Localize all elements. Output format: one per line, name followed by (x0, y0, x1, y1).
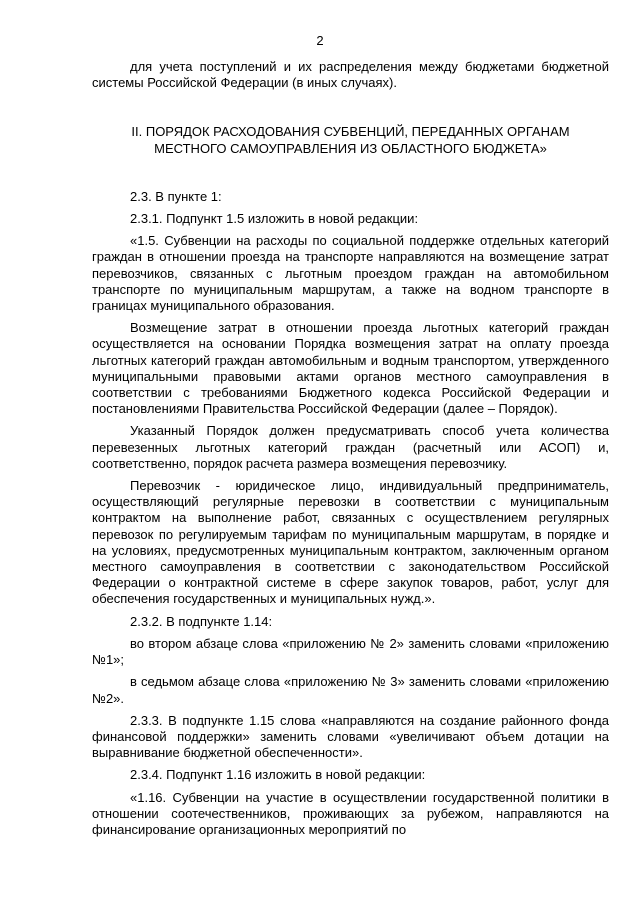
paragraph-continuation: для учета поступлений и их распределения между бюджетами бюджетной системы Российской Федерации (в иных случаях). (92, 59, 609, 91)
paragraph-carrier-definition: Перевозчик - юридическое лицо, индивидуальный предприниматель, осуществляющий регулярные перевозки в соответствии с муниципальным контрактом на выполнение работ, связанных с осуществлением регулярных перевозок по регулируемым тарифам по муниципальным маршрутам, в порядке и на условиях, предусмотренных муниципальным контрактом, заключенным органом местного самоуправления в соответствии с законодательством Российской Федерации о контрактной системе в сфере закупок товаров, работ, услуг для обеспечения государственных и муниципальных нужд.». (92, 478, 609, 607)
paragraph-subclause-1-16: «1.16. Субвенции на участие в осуществлении государственной политики в отношении соотечественников, проживающих за рубежом, направляются на финансирование организационных мероприятий по (92, 789, 609, 837)
paragraph-clause-2-3-1: 2.3.1. Подпункт 1.5 изложить в новой редакции: (130, 211, 419, 227)
document-body (92, 59, 609, 844)
section-heading: II. ПОРЯДОК РАСХОДОВАНИЯ СУБВЕНЦИЙ, ПЕРЕДАННЫХ ОРГАНАМ МЕСТНОГО САМОУПРАВЛЕНИЯ ИЗ ОБЛАСТНОГО БЮДЖЕТА» (131, 124, 570, 156)
paragraph-compensation: Возмещение затрат в отношении проезда льготных категорий граждан осуществляется на основании Порядка возмещения затрат на оплату проезда льготных категорий граждан автомобильным и водным транспортом, утвержденного муниципальными правовыми актами органов местного самоуправления в соответствии с требованиями Бюджетного кодекса Российской Федерации и постановлениями Правительства Российской Федерации (далее – Порядок). (92, 320, 609, 417)
paragraph-second-subparagraph: во втором абзаце слова «приложению № 2» заменить словами «приложению №1»; (92, 635, 609, 668)
paragraph-subclause-1-5: «1.5. Субвенции на расходы по социальной поддержке отдельных категорий граждан в отношении проезда на транспорте направляются на возмещение затрат перевозчиков, связанных с льготным проездом граждан на автомобильном транспорте по муниципальным маршрутам, а также на водном транспорте в границах муниципального образования. (92, 233, 609, 314)
paragraph-clause-2-3-2: 2.3.2. В подпункте 1.14: (130, 613, 273, 629)
paragraph-procedure: Указанный Порядок должен предусматривать способ учета количества перевезенных льготных категорий граждан (расчетный или АСОП) и, соответственно, порядок расчета размера возмещения перевозчику. (92, 423, 609, 471)
paragraph-clause-2-3-3: 2.3.3. В подпункте 1.15 слова «направляются на создание районного фонда финансовой поддержки» заменить словами «увеличивают объем дотации на выравнивание бюджетной обеспеченности». (92, 712, 609, 761)
paragraph-clause-2-3-4: 2.3.4. Подпункт 1.16 изложить в новой редакции: (130, 767, 426, 783)
paragraph-clause-2-3: 2.3. В пункте 1: (130, 188, 222, 204)
paragraph-seventh-subparagraph: в седьмом абзаце слова «приложению № 3» заменить словами «приложению №2». (92, 674, 609, 706)
page-number: 2 (316, 33, 324, 48)
